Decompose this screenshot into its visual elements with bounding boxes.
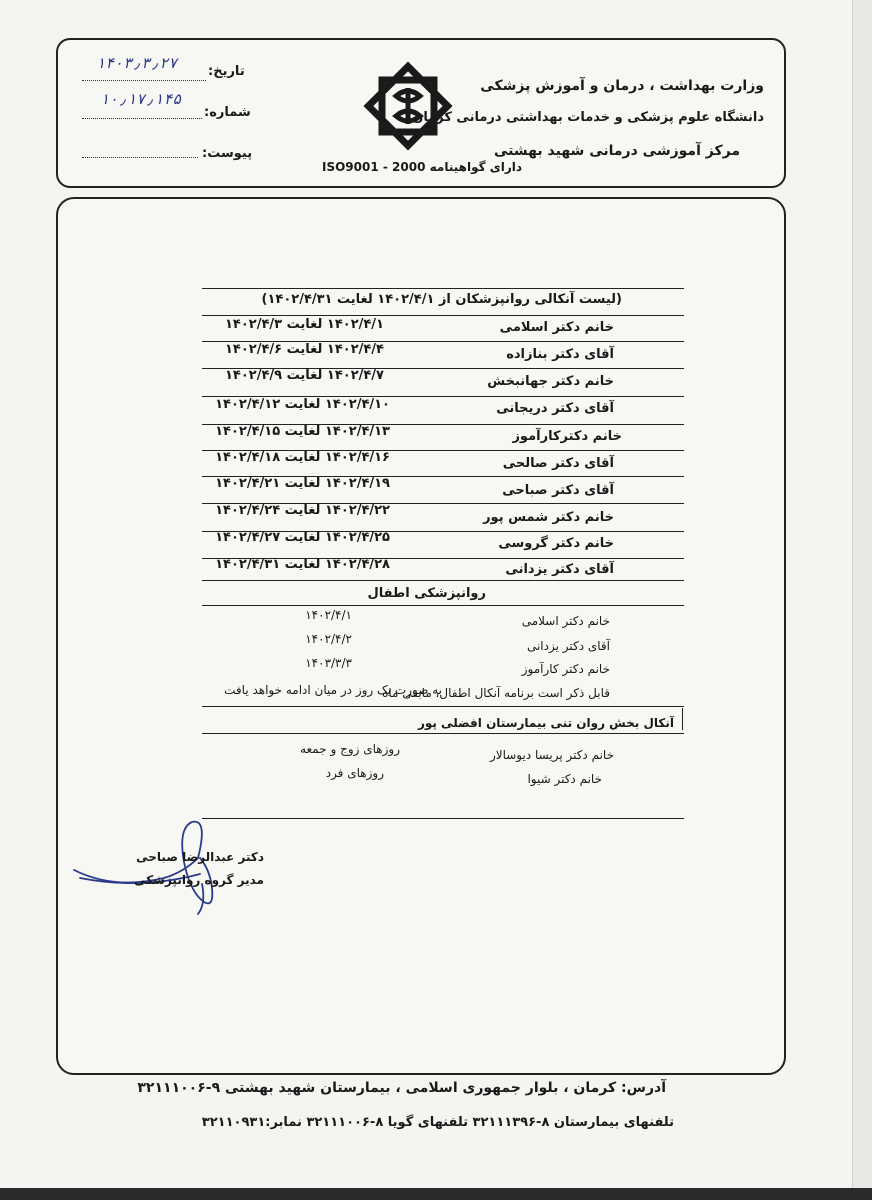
signatory-role: مدیر گروه روانپزشکی [134,873,264,887]
date-label: تاریخ: [208,64,245,79]
footer-address: آدرس: کرمان ، بلوار جمهوری اسلامی ، بیمارستان شهید بهشتی ۹-۳۲۱۱۱۰۰۶ [137,1080,666,1096]
list-item-name: خانم دکتر کارآموز [521,662,610,676]
table-row-name: خانم دکترکارآموز [512,429,622,444]
number-value: ۱۰٫۱۷٫۱۴۵ [100,90,182,108]
table-row-name: آقای دکتر دریجانی [496,401,614,416]
signatory-name: دکتر عبدالرضا صباحی [136,850,264,864]
university-name: دانشگاه علوم پزشکی و خدمات بهداشتی درمانی کرمان [412,110,764,125]
child-note-left: به صورت یک روز در میان ادامه خواهد یافت [224,683,442,697]
table-row-period: ۱۴۰۲/۴/۱۰ لغایت ۱۴۰۲/۴/۱۲ [215,397,390,412]
oncall-table-title: (لیست آنکالی روانپزشکان از ۱۴۰۲/۴/۱ لغایت ۱۴۰۲/۴/۳۱) [261,292,622,307]
table-row-period: ۱۴۰۲/۴/۱۹ لغایت ۱۴۰۲/۴/۲۱ [215,476,390,491]
table-row-name: آقای دکتر بنازاده [506,347,614,362]
afzali-section-title: آنکال بخش روان تنی بیمارستان افضلی پور [417,716,674,730]
child-note-right: قابل ذکر است برنامه آنکال اطفال، مابقی ماه [382,686,610,700]
list-item-name: خانم دکتر پریسا دیوسالار [489,748,614,762]
list-item-name: خانم دکتر شیوا [527,772,602,786]
certificate-text: دارای گواهینامه ISO9001 - 2000 [322,160,523,174]
table-row-period: ۱۴۰۲/۴/۱۳ لغایت ۱۴۰۲/۴/۱۵ [215,424,390,439]
attachment-label: پیوست: [202,146,253,161]
date-line [82,80,206,81]
list-item-date: ۱۴۰۲/۴/۱ [305,608,352,622]
ministry-name: وزارت بهداشت ، درمان و آموزش پزشکی [480,78,764,94]
table-row-name: آقای دکتر صباحی [502,483,614,498]
table-row-name: خانم دکتر جهانبخش [487,374,614,389]
table-row-period: ۱۴۰۲/۴/۷ لغایت ۱۴۰۲/۴/۹ [224,368,384,383]
table-row-name: خانم دکتر گروسی [498,536,614,551]
handwritten-signature [70,810,290,920]
list-item-name: خانم دکتر اسلامی [521,614,610,628]
table-row-period: ۱۴۰۲/۴/۲۵ لغایت ۱۴۰۲/۴/۲۷ [215,530,390,545]
list-item-date: ۱۴۰۳/۳/۳ [305,656,352,670]
list-item-name: آقای دکتر یزدانی [526,639,610,653]
table-row-period: ۱۴۰۲/۴/۲۸ لغایت ۱۴۰۲/۴/۳۱ [215,557,390,572]
number-label: شماره: [204,105,251,120]
attachment-line [82,157,198,158]
date-value: ۱۴۰۳٫۳٫۲۷ [96,54,178,72]
number-line [82,118,202,119]
content-box [56,197,786,1075]
table-row-period: ۱۴۰۲/۴/۲۲ لغایت ۱۴۰۲/۴/۲۴ [215,503,390,518]
university-logo-icon [358,56,458,156]
list-item-days: روزهای فرد [325,766,384,780]
child-section-title: روانپزشکی اطفال [367,586,486,601]
list-item-date: ۱۴۰۲/۴/۲ [305,632,352,646]
table-row-name: خانم دکتر اسلامی [499,320,614,335]
list-item-days: روزهای زوج و جمعه [300,742,400,756]
scan-bottom-edge [0,1188,872,1200]
center-name: مرکز آموزشی درمانی شهید بهشتی [494,143,740,159]
table-row-name: آقای دکتر یزدانی [505,562,614,577]
table-row-name: خانم دکتر شمس پور [483,510,614,525]
table-row-period: ۱۴۰۲/۴/۱۶ لغایت ۱۴۰۲/۴/۱۸ [215,450,390,465]
footer-phones: تلفنهای بیمارستان ۸-۳۲۱۱۱۳۹۶ تلفنهای گویا ۸-۳۲۱۱۱۰۰۶ نمابر:۳۲۱۱۰۹۳۱ [201,1115,674,1130]
table-row-period: ۱۴۰۲/۴/۱ لغایت ۱۴۰۲/۴/۳ [224,317,384,332]
scan-edge [852,0,872,1200]
table-row-period: ۱۴۰۲/۴/۴ لغایت ۱۴۰۲/۴/۶ [224,342,384,357]
table-row-name: آقای دکتر صالحی [502,456,614,471]
